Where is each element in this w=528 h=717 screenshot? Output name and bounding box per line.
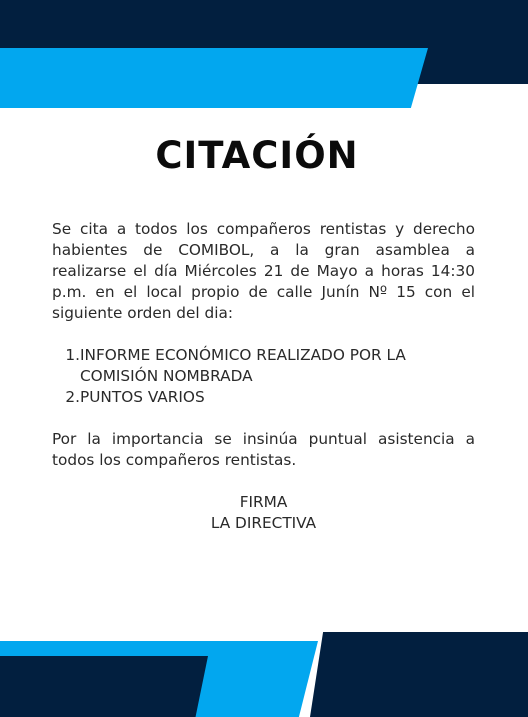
signature-line-firma: FIRMA — [239, 493, 288, 511]
footer-dark-band-left — [0, 656, 208, 717]
agenda-list — [52, 345, 475, 408]
agenda-item-number: 1. — [65, 346, 80, 364]
agenda-item-text: PUNTOS VARIOS — [80, 388, 205, 406]
intro-paragraph: Se cita a todos los compañeros rentistas y derecho habientes de COMIBOL, a la gran asamblea a realizarse el día Miércoles 21 de Mayo a horas 14:30 p.m. en el local propio de calle Junín Nº 15 con el siguiente orden del dia: — [52, 220, 475, 322]
agenda-item — [52, 387, 475, 408]
footer-dark-band-right — [310, 632, 528, 717]
signature-line-directiva: LA DIRECTIVA — [210, 514, 317, 532]
closing-paragraph: Por la importancia se insinúa puntual asistencia a todos los compañeros rentistas. — [52, 430, 475, 469]
signature-block — [52, 492, 475, 534]
page-title: CITACIÓN — [155, 134, 359, 177]
agenda-item — [52, 345, 475, 387]
header-blue-band — [0, 48, 428, 108]
agenda-item-number: 2. — [65, 388, 80, 406]
agenda-item-text: INFORME ECONÓMICO REALIZADO POR LA COMISIÓN NOMBRADA — [80, 346, 406, 385]
